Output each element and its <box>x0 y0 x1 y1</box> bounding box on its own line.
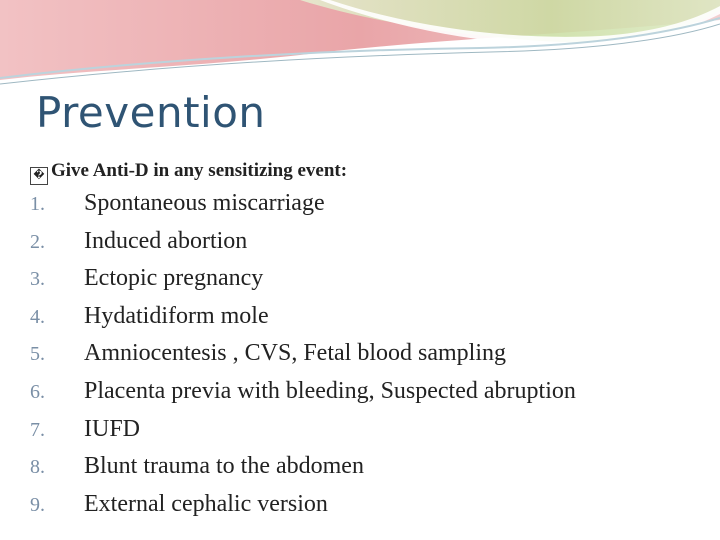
item-number: 4. <box>30 305 45 328</box>
list-item <box>30 228 576 266</box>
item-text: Ectopic pregnancy <box>84 265 264 292</box>
sensitizing-events-list <box>30 190 576 528</box>
item-number: 3. <box>30 268 45 291</box>
item-text: Hydatidiform mole <box>84 302 269 329</box>
item-text: Placenta previa with bleeding, Suspected abruption <box>84 377 576 404</box>
item-number: 9. <box>30 493 45 516</box>
lead-text: Give Anti-D in any sensitizing event: <box>51 160 348 181</box>
item-text: IUFD <box>84 415 141 442</box>
item-text: Induced abortion <box>84 227 248 254</box>
list-item <box>30 303 576 341</box>
item-text: Amniocentesis , CVS, Fetal blood sampling <box>84 340 506 367</box>
item-number: 8. <box>30 456 45 479</box>
item-text: Blunt trauma to the abdomen <box>84 453 364 480</box>
decorative-banner <box>0 0 720 90</box>
item-number: 1. <box>30 193 45 215</box>
lead-line <box>30 160 347 185</box>
list-item <box>30 340 576 378</box>
list-item <box>30 190 576 228</box>
item-number: 2. <box>30 230 45 253</box>
list-item <box>30 378 576 416</box>
list-item <box>30 453 576 491</box>
page-title: Prevention <box>36 88 266 137</box>
list-item <box>30 491 576 529</box>
item-number: 7. <box>30 418 45 441</box>
missing-glyph-icon: � <box>30 167 48 185</box>
item-number: 5. <box>30 343 45 366</box>
list-item <box>30 265 576 303</box>
list-item <box>30 416 576 454</box>
item-number: 6. <box>30 380 45 403</box>
item-text: Spontaneous miscarriage <box>84 190 325 216</box>
item-text: External cephalic version <box>84 490 328 517</box>
